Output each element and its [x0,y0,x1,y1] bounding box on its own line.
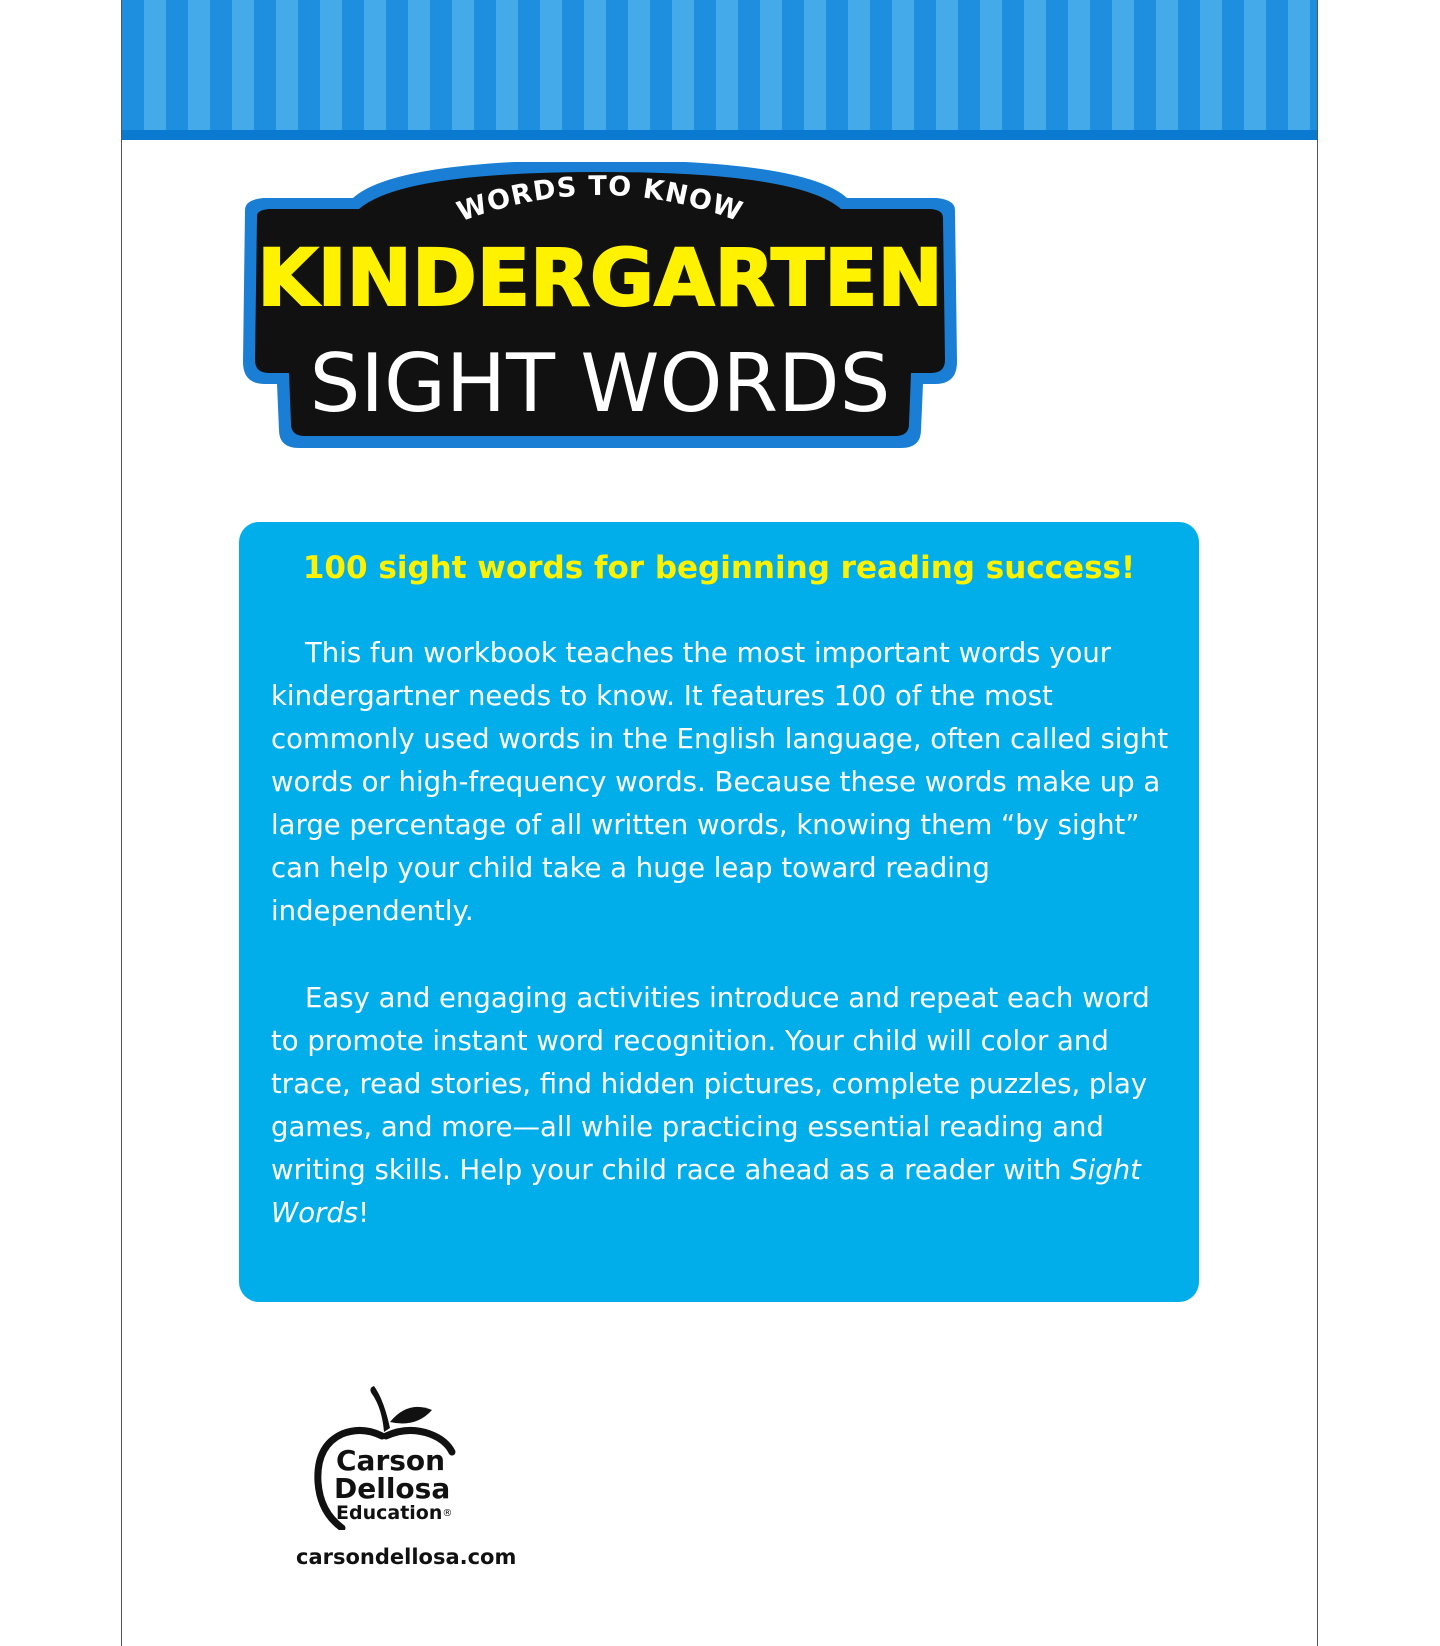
logo-education-word: Education [336,1502,443,1524]
title-badge [205,162,995,477]
paragraph-2-end: ! [358,1197,370,1229]
description-headline: 100 sight words for beginning reading success! [302,550,1136,586]
header-band-edge [122,130,1317,140]
description-box [239,522,1199,1302]
registered-mark: ® [442,1508,453,1519]
paragraph-2-text: Easy and engaging activities introduce and repeat each word to promote instant word recognition. Your child will color and trace, read stories, find hidden pictures, complete puzzles, play games, and more—all while practicing essential reading and writing skills. Help your child race ahead as a reader with [271,982,1150,1186]
title-line-sight-words: SIGHT WORDS [309,337,891,430]
description-paragraph-2 [271,977,1171,1235]
book-title-italic: Sight Words [271,1154,1141,1229]
logo-text-dellosa: Dellosa [334,1472,451,1505]
logo-text-education [336,1502,452,1524]
logo-text-carson: Carson [336,1444,446,1477]
striped-header-band [122,0,1317,130]
series-label: WORDS TO KNOW [453,170,747,229]
publisher-website: carsondellosa.com [296,1545,517,1569]
description-paragraph-1: This fun workbook teaches the most important words your kindergartner needs to know. It features 100 of the most commonly used words in the English language, often called sight words or high-frequency words. Because these words make up a large percentage of all written words, knowing them “by sight” can help your child take a huge leap toward reading independently. [271,637,1169,927]
title-line-kindergarten: KINDERGARTEN [257,234,943,324]
